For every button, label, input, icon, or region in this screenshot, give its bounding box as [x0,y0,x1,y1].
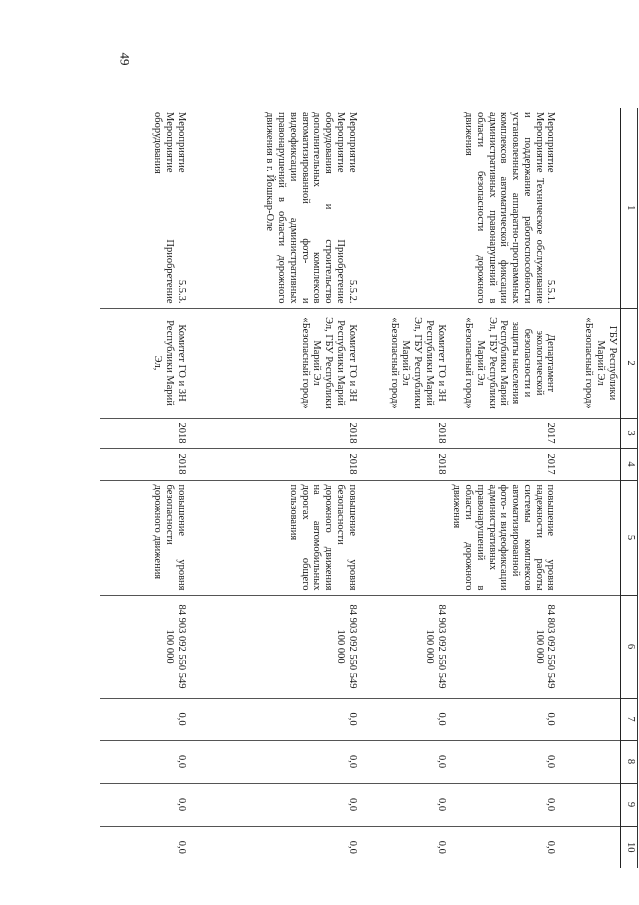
value-cell: 0,0 [360,783,449,826]
measure-description: Мероприятие Приобретение оборудования и строительство дополнительных комплексов автоматизированной фото- и видеофиксации административных правонарушений в области дорожного движения в г. Йошкар-Оле [264,112,346,304]
page-number: 49 [117,52,132,66]
value-cell: 0,0 [449,783,559,826]
measure-cell [449,108,559,308]
measure-number: 5.5.1. [545,279,557,304]
value-cell: 0,0 [189,826,360,868]
start-year-cell: 2018 [189,418,360,448]
measure-cell [100,108,189,308]
table-row [360,108,449,868]
budget-code-cell: 84 903 092 550 549 100 000 [360,595,449,698]
header-cell: 4 [621,448,638,480]
value-cell [559,826,621,868]
budget-code-cell: 84 803 092 550 549 100 000 [449,595,559,698]
budget-code-cell: 84 903 092 550 549 100 000 [100,595,189,698]
program-measures-table [100,108,638,868]
measure-header [545,112,557,304]
value-cell: 0,0 [100,826,189,868]
value-cell: 0,0 [360,740,449,783]
end-year-cell [559,448,621,480]
value-cell: 0,0 [449,826,559,868]
result-cell: повышение уровня безопасности дорожного движения [100,480,189,595]
value-cell: 0,0 [100,783,189,826]
measure-description: Мероприятие Техническое обслуживание и поддержание работоспособности установленных аппаратно-программных комплексов автоматической фиксации административных правонарушений в области безопасности дорожного движения [463,112,545,304]
header-cell: 10 [621,826,638,868]
header-cell: 5 [621,480,638,595]
end-year-cell: 2018 [189,448,360,480]
header-cell: 7 [621,698,638,740]
value-cell: 0,0 [100,740,189,783]
executor-cell: Департамент экологической безопасности и защиты населения Республики Марий Эл, ГБУ Республики Марий Эл «Безопасный город» [449,308,559,418]
header-cell: 6 [621,595,638,698]
program-table-frame [110,108,638,868]
measure-number: 5.5.2. [346,279,358,304]
executor-cell: ГБУ Республики Марий Эл «Безопасный город» [559,308,621,418]
executor-cell: Комитет ГО и ЗН Республики Марий Эл, [100,308,189,418]
value-cell: 0,0 [449,740,559,783]
result-cell [559,480,621,595]
measure-description: Мероприятие Приобретение оборудования [152,112,175,304]
result-cell: повышение уровня надежности работы системы комплексов автоматизированной фото- и видеофиксации административных правонарушений в области дорожного движения [449,480,559,595]
value-cell [559,783,621,826]
value-cell: 0,0 [360,826,449,868]
start-year-cell [559,418,621,448]
table-row [559,108,621,868]
value-cell: 0,0 [189,740,360,783]
measure-header [175,112,187,304]
value-cell: 0,0 [449,698,559,740]
start-year-cell: 2018 [100,418,189,448]
start-year-cell: 2018 [360,418,449,448]
value-cell [559,740,621,783]
result-cell [360,480,449,595]
measure-cell [189,108,360,308]
end-year-cell: 2018 [100,448,189,480]
start-year-cell: 2017 [449,418,559,448]
budget-code-cell: 84 903 092 550 549 100 000 [189,595,360,698]
table-row [100,108,189,868]
value-cell: 0,0 [100,698,189,740]
header-cell: 2 [621,308,638,418]
table-row [189,108,360,868]
header-cell: 9 [621,783,638,826]
end-year-cell: 2018 [360,448,449,480]
end-year-cell: 2017 [449,448,559,480]
measure-number: 5.5.3. [175,279,187,304]
executor-cell: Комитет ГО и ЗН Республики Марий Эл, ГБУ Республики Марий Эл «Безопасный город» [189,308,360,418]
measure-cell [559,108,621,308]
measure-cell [360,108,449,308]
executor-cell: Комитет ГО и ЗН Республики Марий Эл, ГБУ Республики Марий Эл «Безопасный город» [360,308,449,418]
measure-header [346,112,358,304]
measure-title-lead: Мероприятие [346,112,358,173]
budget-code-cell [559,595,621,698]
column-number-header [621,108,638,868]
value-cell [559,698,621,740]
header-cell: 3 [621,418,638,448]
value-cell: 0,0 [189,698,360,740]
measure-title-lead: Мероприятие [175,112,187,173]
value-cell: 0,0 [189,783,360,826]
table-row [449,108,559,868]
value-cell: 0,0 [360,698,449,740]
header-cell: 1 [621,108,638,308]
header-cell: 8 [621,740,638,783]
result-cell: повышение уровня безопасности дорожного движения на автомобильных дорогах общего пользования [189,480,360,595]
measure-title-lead: Мероприятие [545,112,557,173]
